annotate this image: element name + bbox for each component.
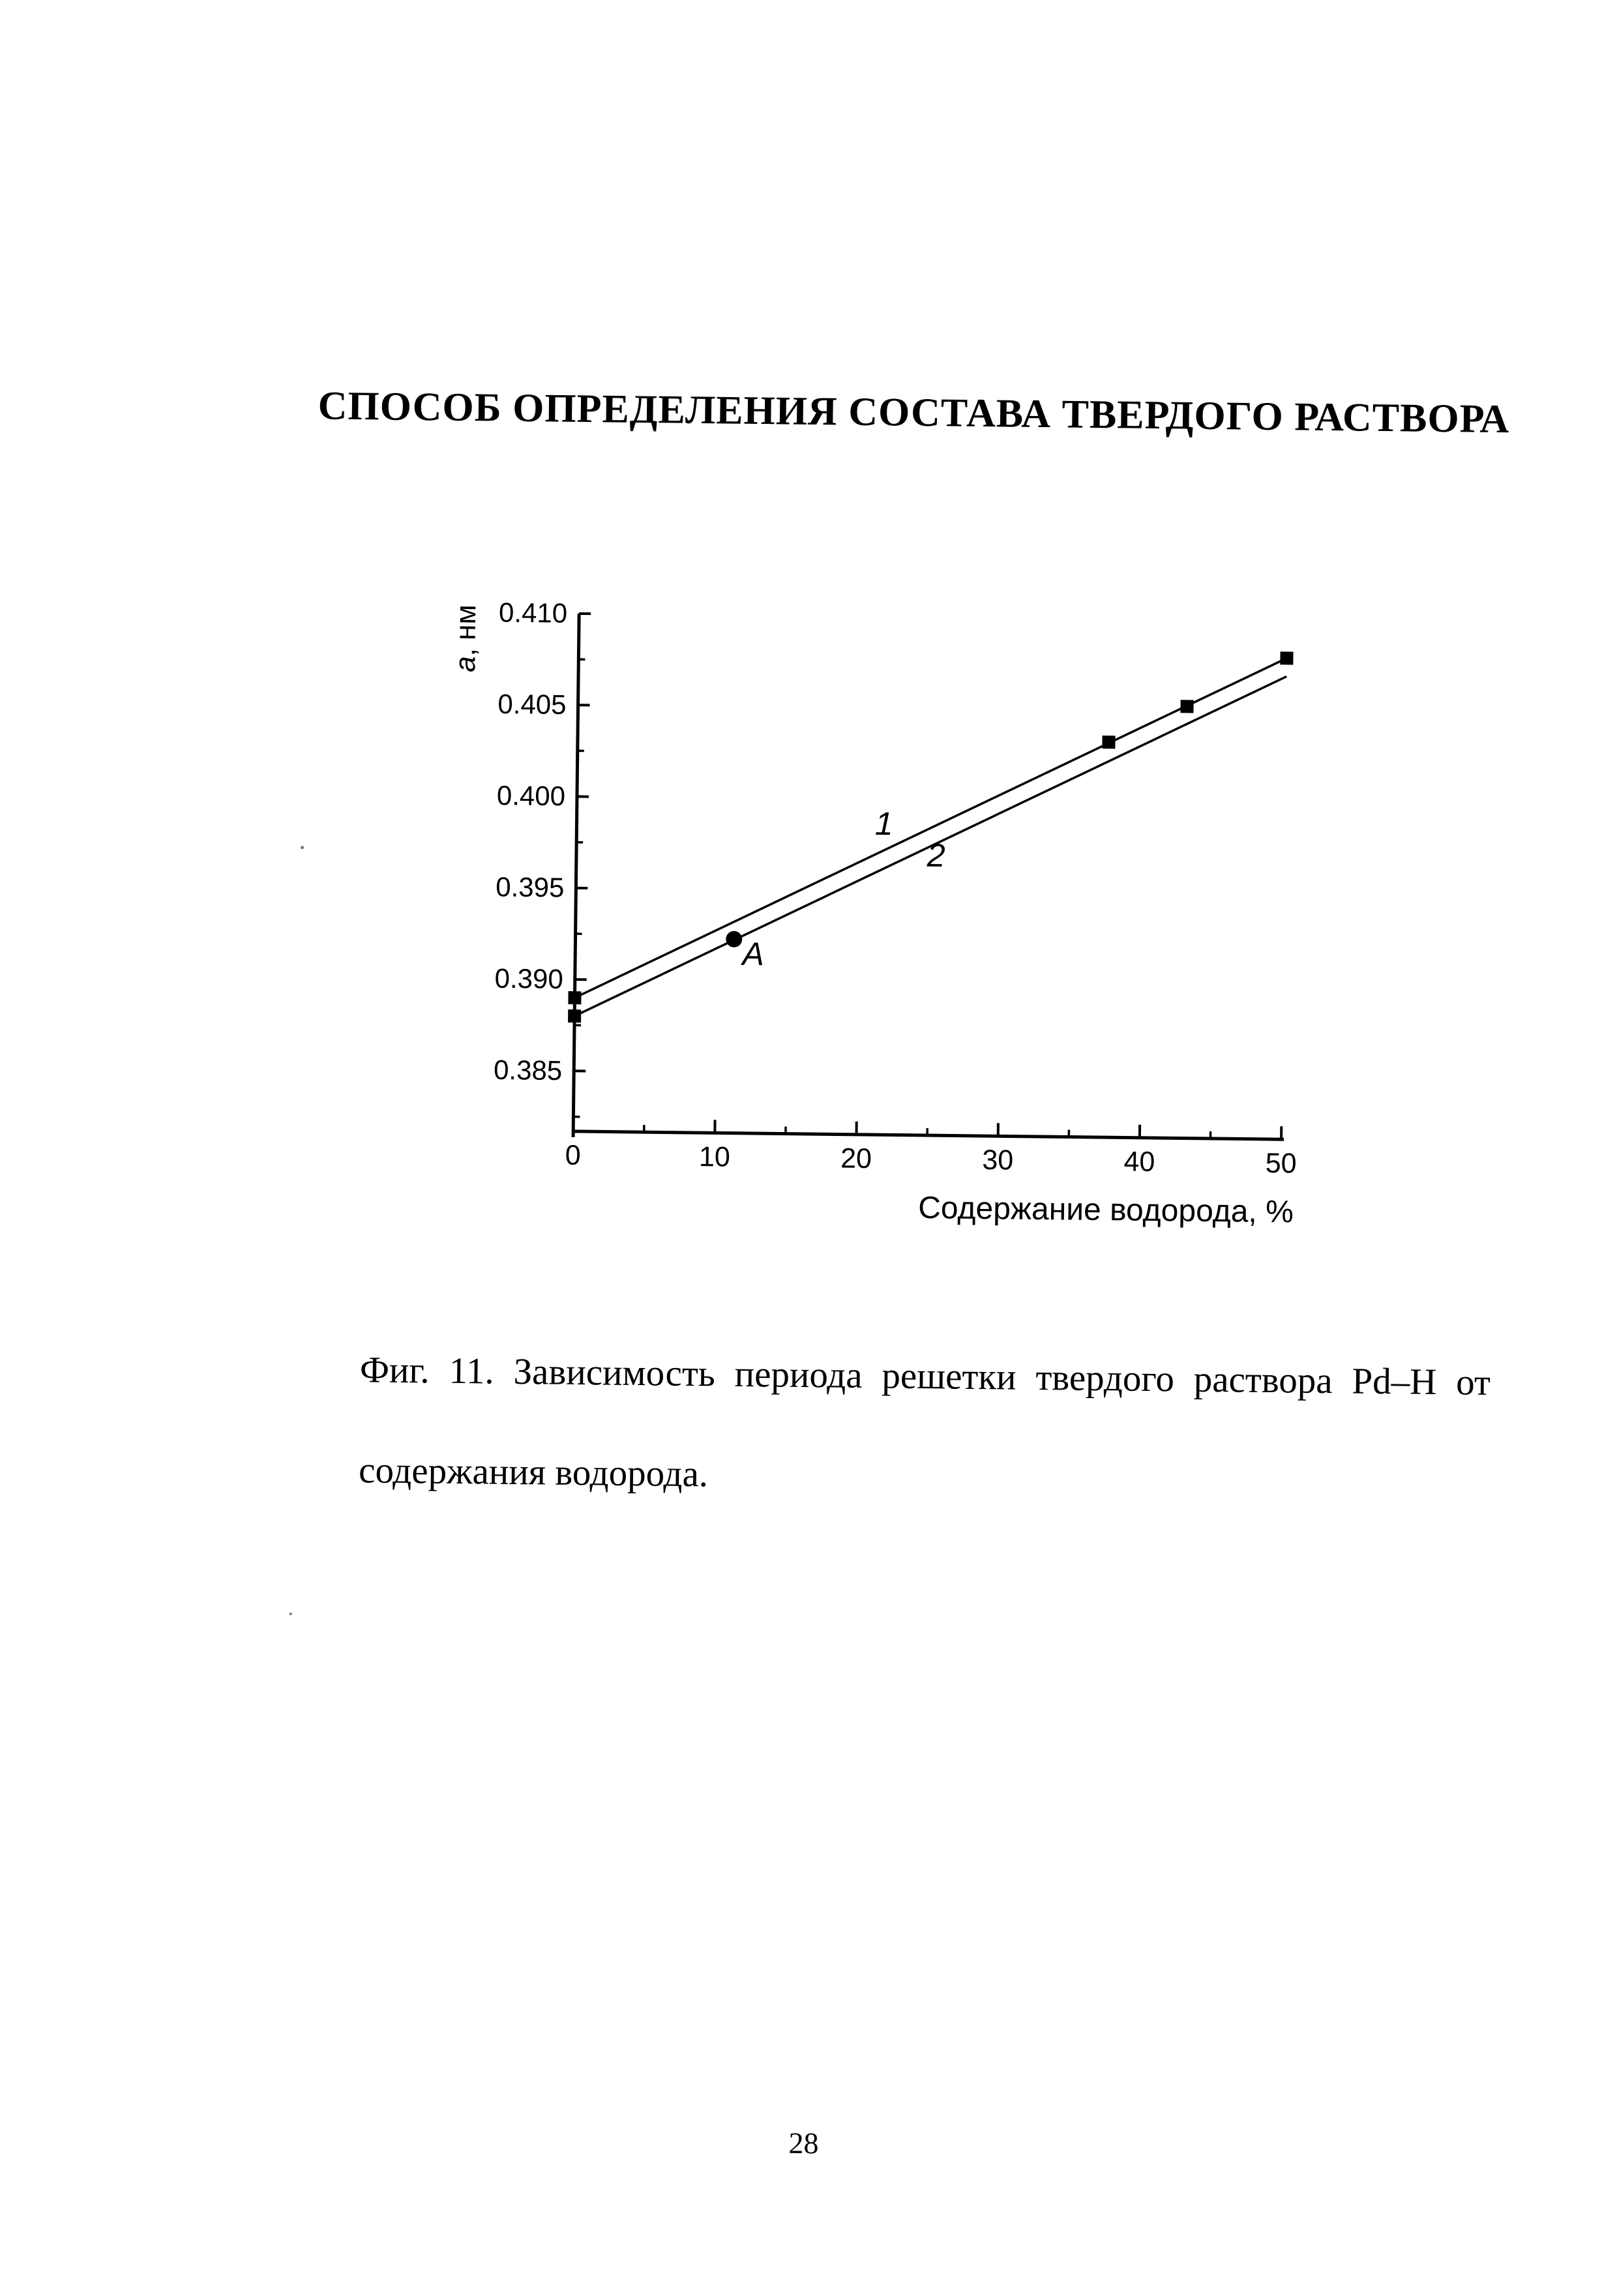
- data-point-square: [568, 991, 581, 1004]
- figure-caption-line2: содержания водорода.: [358, 1420, 1490, 1534]
- svg-text:0.390: 0.390: [494, 963, 563, 994]
- axes: [572, 614, 1290, 1145]
- chart-svg: [364, 543, 1389, 1285]
- svg-text:10: 10: [699, 1141, 730, 1173]
- data-point-circle: [726, 931, 742, 947]
- data-point-square: [568, 1009, 581, 1022]
- svg-text:A: A: [740, 936, 764, 972]
- y-tick-labels: [494, 597, 568, 1086]
- svg-text:50: 50: [1265, 1148, 1296, 1180]
- page-title: СПОСОБ ОПРЕДЕЛЕНИЯ СОСТАВА ТВЕРДОГО РАСТВОРА: [318, 383, 1466, 441]
- svg-text:1: 1: [875, 805, 893, 842]
- svg-text:30: 30: [982, 1144, 1013, 1176]
- figure-caption: [358, 1320, 1491, 1534]
- svg-text:0.385: 0.385: [494, 1054, 563, 1086]
- data-point-square: [1102, 736, 1115, 749]
- x-axis-label: Содержание водорода, %: [918, 1191, 1294, 1230]
- x-tick-labels: [565, 1140, 1296, 1180]
- scan-speck: [301, 846, 304, 849]
- svg-text:40: 40: [1123, 1146, 1155, 1178]
- y-axis-label: a, нм: [449, 604, 482, 672]
- scan-speck: [289, 1613, 292, 1615]
- svg-text:0: 0: [565, 1140, 580, 1171]
- svg-text:2: 2: [926, 837, 945, 874]
- svg-text:0.410: 0.410: [499, 597, 568, 629]
- data-point-square: [1280, 651, 1293, 664]
- series-1: [568, 644, 1293, 1013]
- svg-text:0.405: 0.405: [497, 689, 567, 720]
- page-number: 28: [764, 2126, 843, 2160]
- figure-caption-line1: Фиг. 11. Зависимость периода решетки твердого раствора Pd–H от: [359, 1320, 1491, 1433]
- svg-text:0.395: 0.395: [496, 871, 565, 902]
- svg-text:0.400: 0.400: [497, 780, 566, 811]
- figure-chart: [364, 543, 1389, 1285]
- svg-text:20: 20: [840, 1143, 872, 1175]
- data-point-square: [1180, 700, 1193, 713]
